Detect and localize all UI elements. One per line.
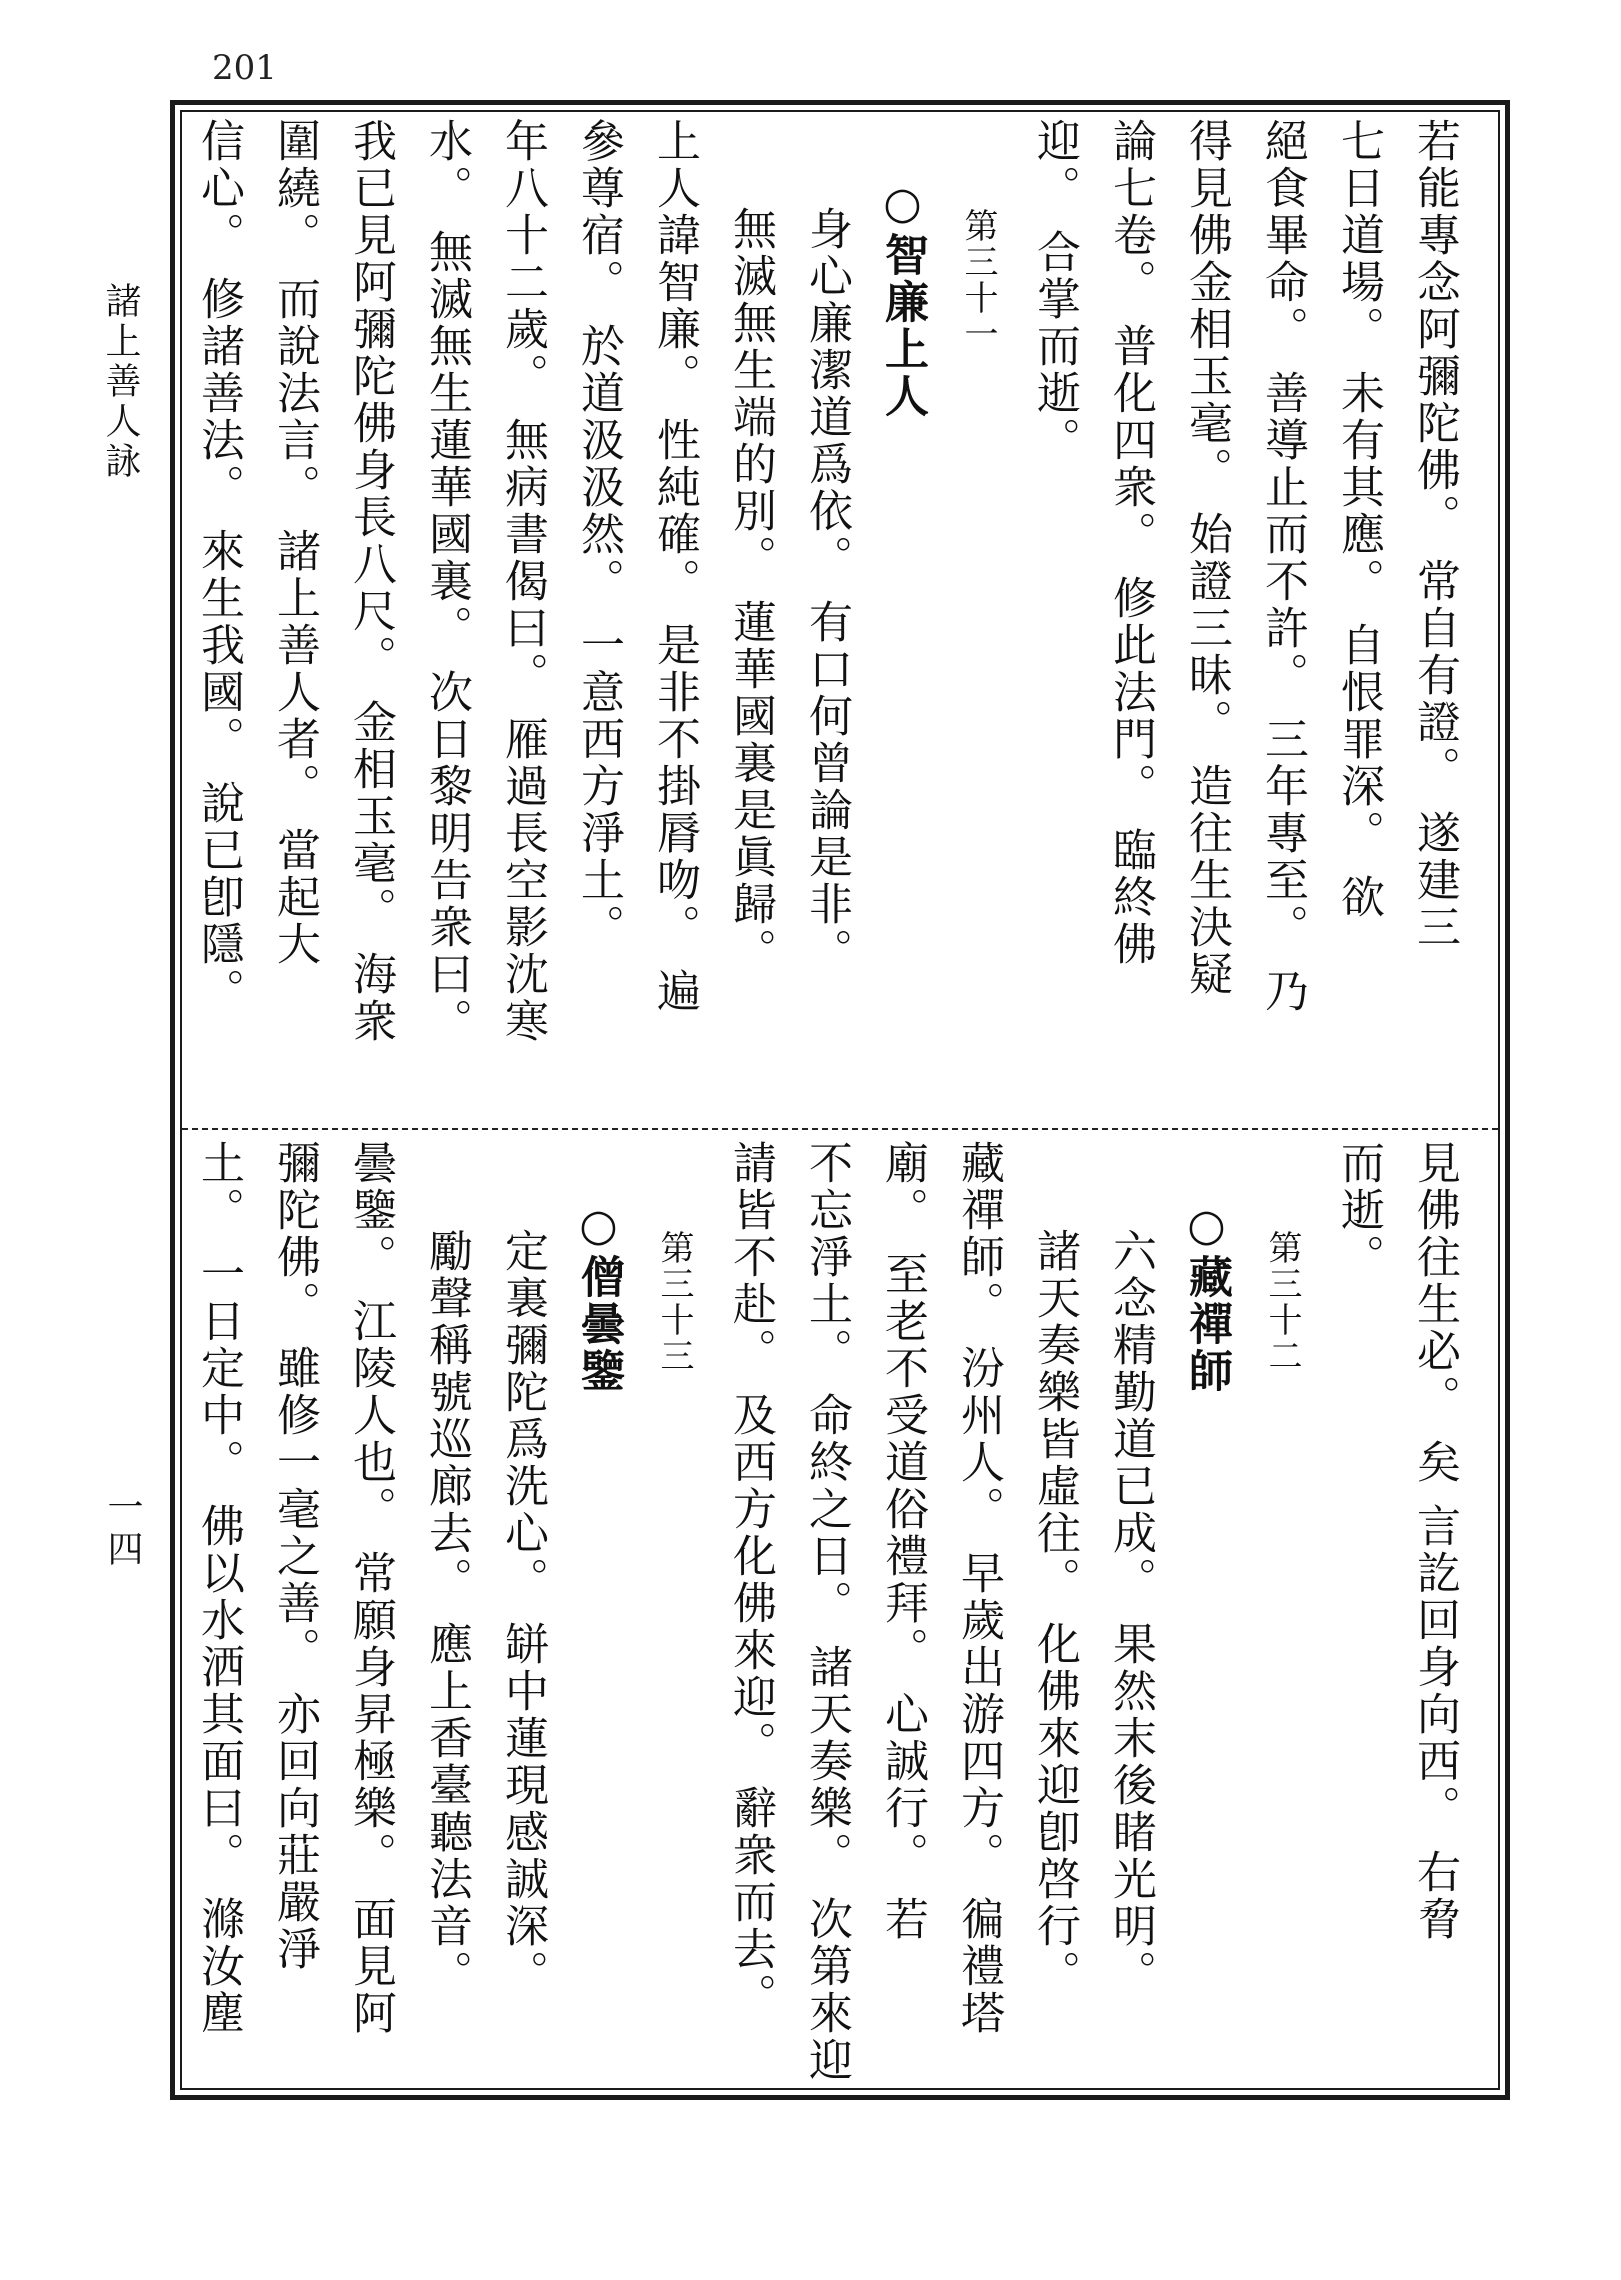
text-column: 廟。 至老不受道俗禮拜。 心誠行。 若 [877,1140,928,1943]
folio-number: 一四 [102,1488,143,1572]
page-number: 201 [212,48,277,88]
text-column: 上人諱智廉。 性純確。 是非不掛脣吻。 遍 [649,118,700,1015]
text-column: 彌陀佛。 雖修一毫之善。 亦回向莊嚴淨 [269,1140,320,1973]
text-column: 得見佛金相玉毫。 始證三昧。 造往生決疑 [1181,118,1232,998]
running-title: 諸上善人詠 [100,282,141,482]
text-column: 論七卷。 普化四衆。 修此法門。 臨終佛 [1105,118,1156,968]
text-column: 不忘淨土。 命終之日。 諸天奏樂。 次第來迎 [801,1140,852,2084]
section-heading: ○藏禪師 [1181,1200,1232,1395]
text-column: 絕食畢命。 善導止而不許。 三年專至。 乃 [1257,118,1308,1015]
bottom-register [190,1140,1490,2084]
verse-line: 勵聲稱號巡廊去。 應上香臺聽法音。 [421,1228,472,1997]
text-column: 水。 無滅無生蓮華國裏。 次日黎明告衆曰。 [421,118,472,1045]
section-number: 第三十三 [654,1230,694,1374]
text-column: 七日道場。 未有其應。 自恨罪深。 欲 [1333,118,1384,921]
text-column: 圍繞。 而說法言。 諸上善人者。 當起大 [269,118,320,968]
text-column: 見佛往生必。 矣 言訖回身向西。 右脅 [1409,1140,1460,1943]
text-column: 年八十二歲。 無病書偈曰。 雁過長空影沈寒 [497,118,548,1045]
verse-line: 六念精勤道已成。 果然末後睹光明。 [1105,1228,1156,1997]
section-heading: ○智廉上人 [877,178,928,420]
text-column: 我已見阿彌陀佛身長八尺。 金相玉毫。 海衆 [345,118,396,1045]
section-number: 第三十一 [958,208,998,352]
text-column: 而逝。 [1333,1140,1384,1281]
text-column: 若能專念阿彌陀佛。 常自有證。 遂建三 [1409,118,1460,951]
text-column: 參尊宿。 於道汲汲然。 一意西方淨土。 [573,118,624,951]
verse-line: 無滅無生端的別。 蓮華國裏是眞歸。 [725,206,776,975]
text-column: 迎。 合掌而逝。 [1029,118,1080,464]
text-column: 藏禪師。 汾州人。 早歲出游四方。 徧禮塔 [953,1140,1004,2037]
register-divider [182,1128,1498,1130]
section-number: 第三十二 [1262,1230,1302,1374]
verse-line: 定裏彌陀爲洗心。 缾中蓮現感誠深。 [497,1228,548,1997]
text-column: 信心。 修諸善法。 來生我國。 說已卽隱。 [193,118,244,1015]
text-column: 土。 一日定中。 佛以水洒其面曰。 滌汝塵 [193,1140,244,2037]
top-register [190,118,1490,1120]
section-heading: ○僧曇鑒 [573,1200,624,1395]
text-column: 請皆不赴。 及西方化佛來迎。 辭衆而去。 [725,1140,776,2020]
verse-line: 身心廉潔道爲依。 有口何曾論是非。 [801,206,852,975]
verse-line: 諸天奏樂皆虛往。 化佛來迎卽啓行。 [1029,1228,1080,1997]
text-column: 曇鑒。 江陵人也。 常願身昇極樂。 面見阿 [345,1140,396,2037]
